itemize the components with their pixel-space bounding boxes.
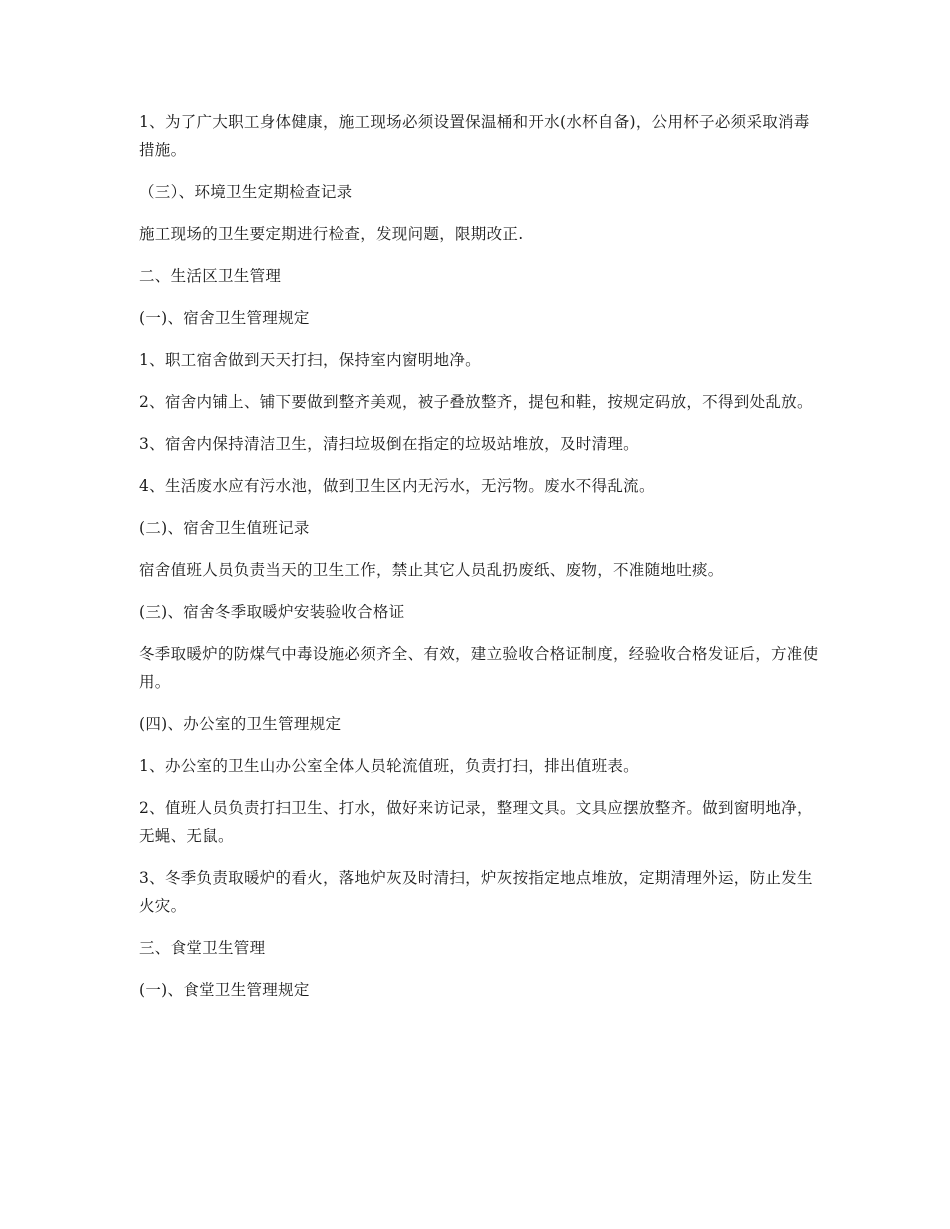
paragraph-office-rule-2: 2、值班人员负责打扫卫生、打水，做好来访记录，整理文具。文具应摆放整齐。做到窗明地净，无蝇、无鼠。	[139, 799, 813, 845]
paragraph-dorm-duty: 宿舍值班人员负责当天的卫生工作，禁止其它人员乱扔废纸、废物，不准随地吐痰。	[139, 561, 724, 579]
heading-canteen-rules: (一)、食堂卫生管理规定	[139, 981, 310, 999]
paragraph-inspection: 施工现场的卫生要定期进行检查，发现问题，限期改正.	[139, 225, 524, 243]
paragraph-dorm-rule-3: 3、宿舍内保持清洁卫生，清扫垃圾倒在指定的垃圾站堆放，及时清理。	[139, 435, 639, 453]
paragraph-office-rule-3: 3、冬季负责取暖炉的看火，落地炉灰及时清扫，炉灰按指定地点堆放，定期清理外运，防止发生火灾。	[139, 869, 813, 915]
paragraph-heater-certificate: 冬季取暖炉的防煤气中毒设施必须齐全、有效，建立验收合格证制度，经验收合格发证后，方准使用。	[139, 645, 819, 691]
heading-heater-certificate: (三)、宿舍冬季取暖炉安装验收合格证	[139, 603, 405, 621]
paragraph-office-rule-1: 1、办公室的卫生山办公室全体人员轮流值班，负责打扫，排出值班表。	[139, 757, 639, 775]
paragraph-dorm-rule-1: 1、职工宿舍做到天天打扫，保持室内窗明地净。	[139, 351, 481, 369]
paragraph-dorm-rule-2: 2、宿舍内铺上、铺下要做到整齐美观，被子叠放整齐，提包和鞋，按规定码放，不得到处乱放。	[139, 393, 813, 411]
heading-living-area: 二、生活区卫生管理	[139, 267, 282, 285]
heading-environment-inspection: （三）、环境卫生定期检查记录	[139, 183, 353, 201]
heading-canteen: 三、食堂卫生管理	[139, 939, 266, 957]
heading-dorm-duty-record: (二)、宿舍卫生值班记录	[139, 519, 310, 537]
paragraph-water-supply: 1、为了广大职工身体健康，施工现场必须设置保温桶和开水(水杯自备)，公用杯子必须采取消毒措施。	[139, 113, 810, 159]
heading-office-rules: (四)、办公室的卫生管理规定	[139, 715, 342, 733]
paragraph-dorm-rule-4: 4、生活废水应有污水池，做到卫生区内无污水，无污物。废水不得乱流。	[139, 477, 655, 495]
heading-dormitory-rules: (一)、宿舍卫生管理规定	[139, 309, 310, 327]
document-body	[139, 108, 819, 1018]
